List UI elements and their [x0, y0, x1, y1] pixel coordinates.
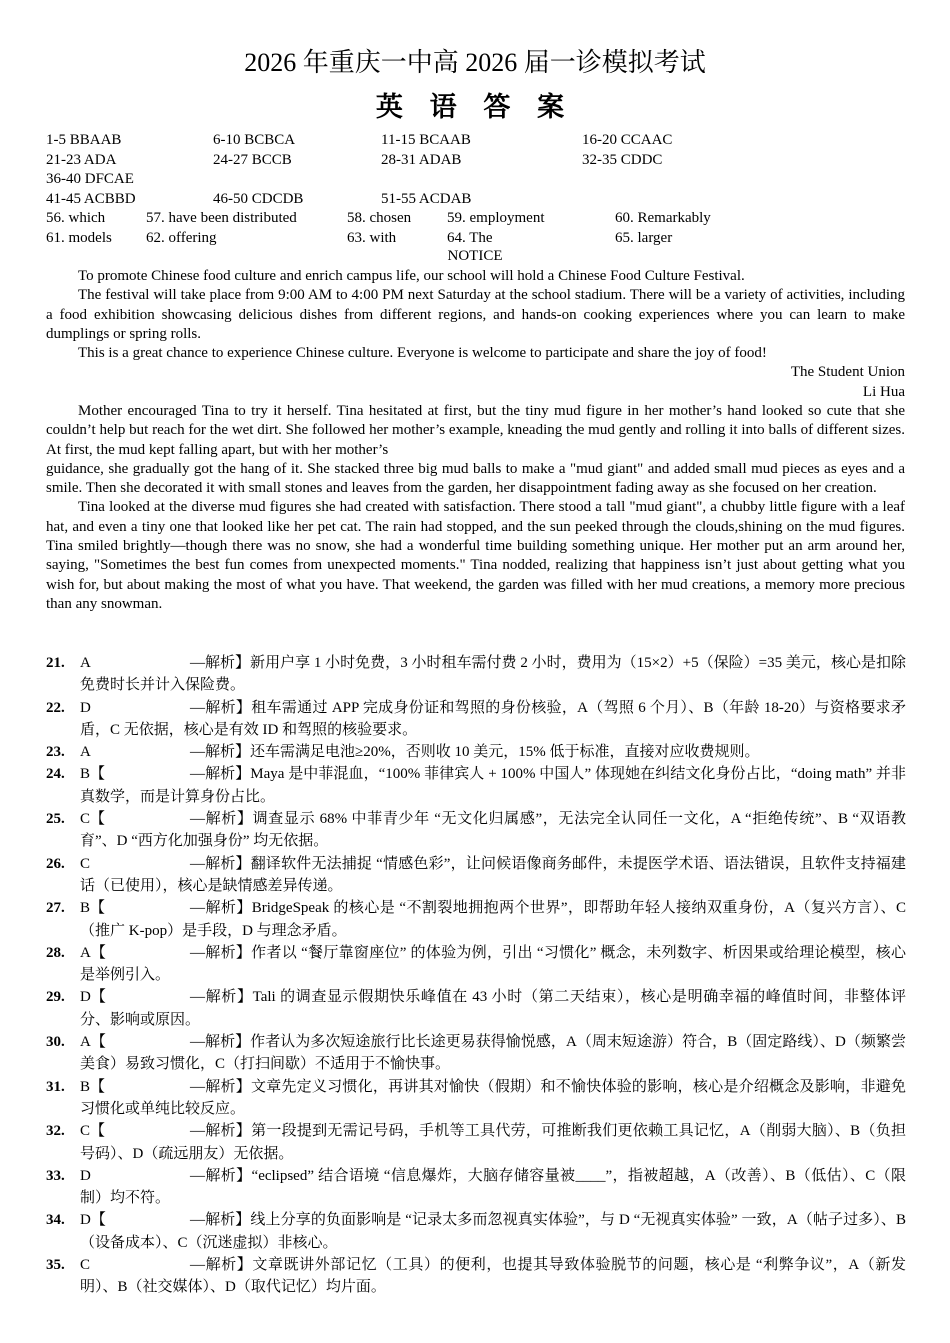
explanation-item: [46, 697, 906, 742]
explanation-item: [46, 652, 906, 697]
key-group: 28-31 ADAB: [381, 151, 462, 168]
notice-paragraph: The festival will take place from 9:00 AM to 4:00 PM next Saturday at the school stadium. There will be a variety of activities, including a food exhibition showcasing delicious dishes from different regions, and hands-on cooking experiences where you can learn to make dumplings or spring rolls.: [46, 287, 905, 342]
explanation-item: [46, 808, 906, 853]
key-group: 16-20 CCAAC: [582, 132, 673, 148]
question-number: 33.: [46, 1167, 65, 1184]
answer-letter: B【: [80, 1078, 106, 1095]
continuation-essay: [46, 402, 905, 614]
key-group: 6-10 BCBCA: [213, 132, 296, 148]
story-paragraph: guidance, she gradually got the hang of it. She stacked three big mud balls to make a "mud giant" and added small mud pieces as eyes and a smile. Then she decorated it with small stones and leaves from the garden, her disappointment fading away as she focused on her creation.: [46, 460, 905, 497]
grammar-answer: 62. offering: [146, 229, 217, 246]
answer-key: [46, 131, 916, 248]
question-number: 29.: [46, 989, 65, 1006]
question-number: 34.: [46, 1212, 65, 1229]
key-row: [46, 131, 916, 151]
grammar-answer: 57. have been distributed: [146, 210, 297, 226]
notice-essay: [46, 267, 905, 402]
explanation-text: —解析】文章既讲外部记忆（工具）的便利，也提其导致体验脱节的问题，核心是 “利弊争议”，A（新发明）、B（社交媒体）、D（取代记忆）均片面。: [80, 1257, 906, 1296]
key-group: 41-45 ACBBD: [46, 190, 136, 207]
key-row: [46, 170, 916, 190]
answer-letter: C【: [80, 1123, 106, 1140]
answer-letter: D【: [80, 1212, 106, 1229]
answer-letter: A【: [80, 944, 106, 961]
answer-letter: B【: [80, 900, 106, 917]
explanation-text: —解析】第一段提到无需记号码，手机等工具代劳，可推断我们更依赖工具记忆，A（削弱大脑）、B（负担号码）、D（疏远朋友）无依据。: [80, 1123, 906, 1162]
grammar-answer: 56. which: [46, 210, 106, 226]
explanation-item: [46, 897, 906, 942]
page-title: 2026 年重庆一中高 2026 届一诊模拟考试: [244, 48, 706, 77]
question-number: 32.: [46, 1123, 65, 1140]
answer-letter: A: [80, 655, 91, 671]
explanation-text: —解析】“eclipsed” 结合语境 “信息爆炸，大脑存储容量被____”，指被超越，A（改善）、B（低估）、C（限制）均不符。: [80, 1167, 906, 1207]
grammar-answer: 61. models: [46, 229, 112, 246]
question-number: 26.: [46, 855, 65, 872]
question-number: 25.: [46, 811, 65, 828]
explanation-text: —解析】还车需满足电池≥20%，否则收 10 美元，15% 低于标准，直接对应收费规则。: [190, 744, 760, 761]
explanation-item: [46, 853, 906, 898]
page-subtitle: 英 语 答 案: [375, 92, 575, 122]
explanation-item: [46, 986, 906, 1031]
story-paragraph: Mother encouraged Tina to try it herself. Tina hesitated at first, but the tiny mud figure in her mother’s hand looked so cute that she couldn’t help but reach for the wet dirt. She followed her mother’s example, kneading the mud gently and rolling it into balls of different sizes. At first, the mud kept falling apart, but with her mother’s: [46, 403, 905, 458]
answer-letter: A: [80, 744, 91, 761]
grammar-row: [46, 209, 916, 229]
explanation-text: —解析】翻译软件无法捕捉 “情感色彩”，让问候语像商务邮件，未提医学术语、语法错误，且软件支持福建话（已使用），核心是缺情感差异传递。: [80, 855, 906, 894]
question-number: 27.: [46, 900, 65, 917]
answer-letter: A【: [80, 1034, 106, 1051]
key-row: [46, 190, 916, 210]
answer-letter: C: [80, 1257, 91, 1274]
explanation-item: [46, 942, 906, 987]
grammar-answer: 64. The: [447, 229, 493, 246]
explanation-item: [46, 763, 906, 808]
grammar-row: [46, 229, 916, 249]
question-number: 22.: [46, 699, 65, 716]
answer-letter: D: [80, 1167, 91, 1184]
grammar-answer: 58. chosen: [347, 210, 412, 226]
explanation-text: —解析】作者以 “餐厅靠窗座位” 的体验为例，引出 “习惯化” 概念，未列数字、析因果或给理论模型，核心是举例引入。: [80, 944, 906, 984]
explanation-text: —解析】Tali 的调查显示假期快乐峰值在 43 小时（第二天结束），核心是明确幸福的峰值时间，非整体评分、影响或原因。: [80, 989, 906, 1028]
question-number: 28.: [46, 944, 65, 961]
explanations-list: [46, 652, 906, 1299]
question-number: 24.: [46, 766, 65, 783]
explanation-text: —解析】新用户享 1 小时免费，3 小时租车需付费 2 小时，费用为（15×2）+5（保险）=35 美元，核心是扣除免费时长并计入保险费。: [80, 655, 906, 694]
question-number: 31.: [46, 1078, 65, 1095]
question-number: 35.: [46, 1257, 65, 1274]
grammar-answer: 65. larger: [615, 229, 673, 246]
notice-author: Li Hua: [862, 383, 905, 400]
answer-letter: D: [80, 699, 91, 716]
key-group: 51-55 ACDAB: [381, 190, 472, 207]
grammar-answer: 60. Remarkably: [615, 210, 711, 226]
explanation-text: —解析】文章先定义习惯化，再讲其对愉快（假期）和不愉快体验的影响，核心是介绍概念及影响，非避免习惯化或单纯比较反应。: [80, 1078, 906, 1117]
key-group: 36-40 DFCAE: [46, 171, 134, 187]
explanation-item: [46, 1254, 906, 1299]
key-group: 24-27 BCCB: [213, 151, 292, 168]
answer-letter: C【: [80, 811, 106, 828]
question-number: 30.: [46, 1034, 65, 1051]
explanation-item: [46, 741, 906, 763]
question-number: 21.: [46, 655, 65, 671]
notice-paragraph: This is a great chance to experience Chinese culture. Everyone is welcome to participate and share the joy of food!: [78, 345, 767, 362]
key-group: 1-5 BBAAB: [46, 132, 122, 148]
explanation-item: [46, 1076, 906, 1121]
question-number: 23.: [46, 744, 65, 761]
key-row: [46, 151, 916, 171]
notice-paragraph: To promote Chinese food culture and enrich campus life, our school will hold a Chinese Food Culture Festival.: [78, 268, 745, 284]
story-paragraph: Tina looked at the diverse mud figures she had created with satisfaction. There stood a tall "mud giant", a chubby little figure with a leaf hat, and even a tiny one that looked like her pet cat. The rain had stopped, and the sun peeked through the clouds,shining on the mud figures. Tina smiled brightly—though there was no snow, she had a wonderful time building something unique. Her mother put an arm around her, saying, "Sometimes the best fun comes from unexpected moments." Tina nodded, realizing that happiness isn’t just about getting what you wish for, but about making the most of what you have. That weekend, the garden was filled with her mud creations, a memory more precious than any snowman.: [46, 499, 905, 612]
explanation-text: —解析】线上分享的负面影响是 “记录太多而忽视真实体验”，与 D “无视真实体验” 一致，A（帖子过多）、B（设备成本）、C（沉迷虚拟）非核心。: [80, 1212, 906, 1251]
explanation-item: [46, 1209, 906, 1254]
grammar-answer: 63. with: [347, 229, 397, 246]
answer-letter: D【: [80, 989, 106, 1006]
explanation-item: [46, 1165, 906, 1210]
explanation-text: —解析】调查显示 68% 中菲青少年 “无文化归属感”，无法完全认同任一文化，A “拒绝传统”、B “双语教育”、D “西方化加强身份” 均无依据。: [80, 811, 906, 850]
explanation-text: —解析】Maya 是中菲混血，“100% 菲律宾人 + 100% 中国人” 体现她在纠结文化身份占比，“doing math” 并非真数学，而是计算身份占比。: [80, 766, 906, 805]
explanation-item: [46, 1120, 906, 1165]
answer-letter: C: [80, 855, 91, 872]
explanation-item: [46, 1031, 906, 1076]
key-group: 32-35 CDDC: [582, 151, 663, 168]
notice-signature: The Student Union: [790, 364, 905, 381]
explanation-text: —解析】作者认为多次短途旅行比长途更易获得愉悦感，A（周末短途游）符合，B（固定路线）、D（频繁尝美食）易致习惯化，C（打扫间歇）不适用于不愉快事。: [80, 1034, 906, 1073]
key-group: 46-50 CDCDB: [213, 190, 304, 207]
explanation-text: —解析】BridgeSpeak 的核心是 “不割裂地拥抱两个世界”，即帮助年轻人接纳双重身份，A（复兴方言）、C（推广 K-pop）是手段，D 与理念矛盾。: [80, 900, 906, 939]
answer-letter: B【: [80, 766, 106, 783]
explanation-text: —解析】租车需通过 APP 完成身份证和驾照的身份核验，A（驾照 6 个月）、B（年龄 18-20）与资格要求矛盾，C 无依据，核心是有效 ID 和驾照的核验要求。: [80, 699, 906, 738]
notice-title: NOTICE: [447, 248, 503, 264]
key-group: 21-23 ADA: [46, 151, 117, 168]
key-group: 11-15 BCAAB: [381, 132, 471, 148]
grammar-answer: 59. employment: [447, 210, 545, 226]
